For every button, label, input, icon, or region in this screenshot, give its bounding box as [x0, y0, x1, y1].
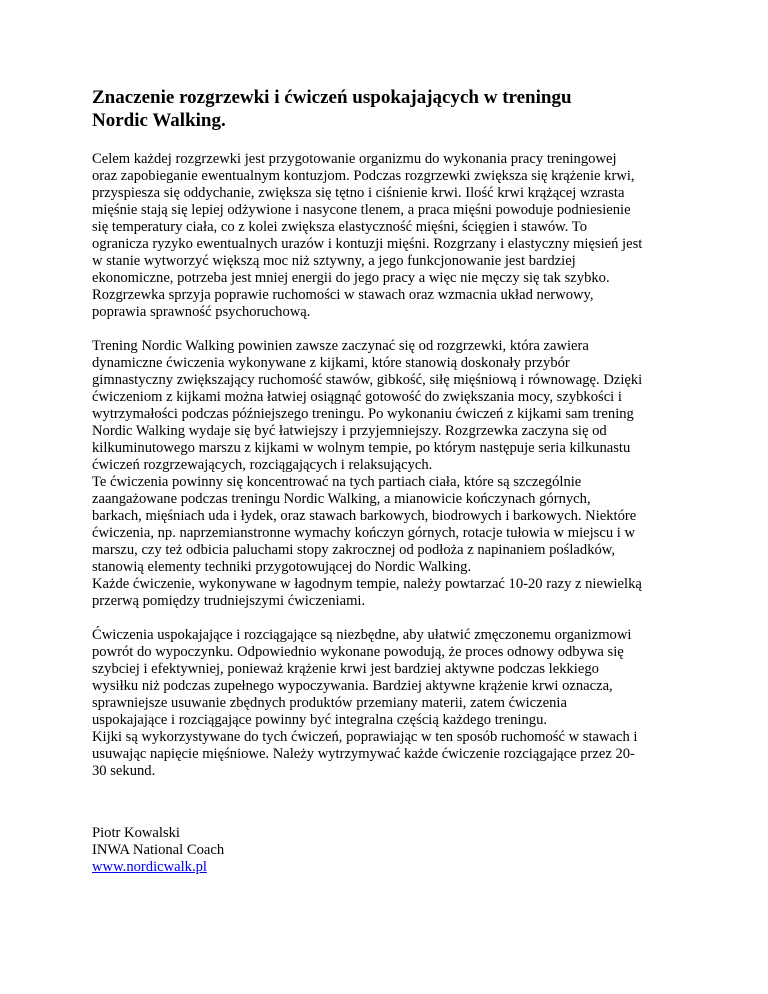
text-line: przyspiesza się oddychanie, zwiększa się tętno i ciśnienie krwi. Ilość krwi krążącej wzrasta [92, 185, 625, 201]
paragraph-cooldown-exercises [92, 627, 682, 780]
text-line: Ćwiczenia uspokajające i rozciągające są niezbędne, aby ułatwić zmęczonemu organizmowi [92, 627, 632, 643]
text-line: barkach, mięśniach uda i łydek, oraz stawach barkowych, biodrowych i barkowych. Niektóre [92, 508, 637, 524]
text-line: ćwiczeniom z kijkami można łatwiej osiągnąć gotowość do zwiększania mocy, szybkości i [92, 389, 622, 405]
text-line: powrót do wypoczynku. Odpowiednio wykonane powodują, że proces odnowy odbywa się [92, 644, 624, 660]
document-title [92, 86, 682, 132]
author-name: Piotr Kowalski [92, 825, 180, 841]
text-line: oraz zapobieganie ewentualnym kontuzjom. Podczas rozgrzewki zwiększa się krążenie krwi, [92, 168, 635, 184]
text-line: Rozgrzewka sprzyja poprawie ruchomości w stawach oraz wzmacnia układ nerwowy, [92, 287, 594, 303]
text-line: Każde ćwiczenie, wykonywane w łagodnym tempie, należy powtarzać 10-20 razy z niewielką [92, 576, 642, 592]
paragraph-warmup-purpose [92, 151, 682, 321]
text-line: ogranicza ryzyko ewentualnych urazów i kontuzji mięśni. Rozgrzany i elastyczny mięsień jest [92, 236, 643, 252]
text-line: wysiłku niż podczas zupełnego wypoczywania. Bardziej aktywne krążenie krwi oznacza, [92, 678, 613, 694]
text-line: w stanie wytworzyć większą moc niż sztywny, a jego funkcjonowanie jest bardziej [92, 253, 576, 269]
text-line: szybciej i efektywniej, ponieważ krążenie krwi jest bardziej aktywne podczas lekkiego [92, 661, 599, 677]
author-role: INWA National Coach [92, 842, 225, 858]
text-line: Te ćwiczenia powinny się koncentrować na tych partiach ciała, które są szczególnie [92, 474, 582, 490]
author-signature [92, 825, 682, 876]
text-line: ekonomiczne, potrzeba jest mniej energii do jego pracy a więc nie męczy się tak szybko. [92, 270, 610, 286]
text-line: przerwą pomiędzy trudniejszymi ćwiczeniami. [92, 593, 366, 609]
text-line: dynamiczne ćwiczenia wykonywane z kijkami, które stanowią doskonały przybór [92, 355, 570, 371]
text-line: Celem każdej rozgrzewki jest przygotowanie organizmu do wykonania pracy treningowej [92, 151, 617, 167]
text-line: poprawia sprawność psychoruchową. [92, 304, 311, 320]
document-page [92, 86, 682, 876]
text-line: sprawniejsze usuwanie zbędnych produktów przemiany materii, zatem ćwiczenia [92, 695, 567, 711]
text-line: się temperatury ciała, co z kolei zwiększa elastyczność mięśni, ścięgien i stawów. To [92, 219, 587, 235]
title-line: Nordic Walking. [92, 110, 226, 131]
text-line: Kijki są wykorzystywane do tych ćwiczeń, poprawiając w ten sposób ruchomość w stawach i [92, 729, 638, 745]
text-line: uspokajające i rozciągające powinny być integralna częścią każdego treningu. [92, 712, 548, 728]
text-line: gimnastyczny zwiększający ruchomość stawów, gibkość, siłę mięśniową i równowagę. Dzięki [92, 372, 643, 388]
text-line: 30 sekund. [92, 763, 156, 779]
text-line: wytrzymałości podczas późniejszego treningu. Po wykonaniu ćwiczeń z kijkami sam trening [92, 406, 634, 422]
text-line: marszu, czy też odbicia paluchami stopy zakrocznej od podłoża z napinaniem pośladków, [92, 542, 616, 558]
title-line: Znaczenie rozgrzewki i ćwiczeń uspokajających w treningu [92, 87, 572, 108]
text-line: Nordic Walking wydaje się być łatwiejszy i przyjemniejszy. Rozgrzewka zaczyna się od [92, 423, 607, 439]
text-line: kilkuminutowego marszu z kijkami w wolnym tempie, po którym następuje seria kilkunastu [92, 440, 631, 456]
paragraph-nordic-walking-warmup [92, 338, 682, 610]
text-line: ćwiczenia, np. naprzemianstronne wymachy kończyn górnych, rotacje tułowia w miejscu i w [92, 525, 636, 541]
text-line: zaangażowane podczas treningu Nordic Walking, a mianowicie kończynach górnych, [92, 491, 591, 507]
website-link[interactable]: www.nordicwalk.pl [92, 859, 207, 875]
text-line: usuwając napięcie mięśniowe. Należy wytrzymywać każde ćwiczenie rozciągające przez 20- [92, 746, 635, 762]
text-line: ćwiczeń rozgrzewających, rozciągających i relaksujących. [92, 457, 433, 473]
text-line: stanowią elementy techniki przygotowującej do Nordic Walking. [92, 559, 472, 575]
text-line: mięśnie stają się lepiej odżywione i nasycone tlenem, a praca mięśni powoduje podniesienie [92, 202, 631, 218]
text-line: Trening Nordic Walking powinien zawsze zaczynać się od rozgrzewki, która zawiera [92, 338, 589, 354]
